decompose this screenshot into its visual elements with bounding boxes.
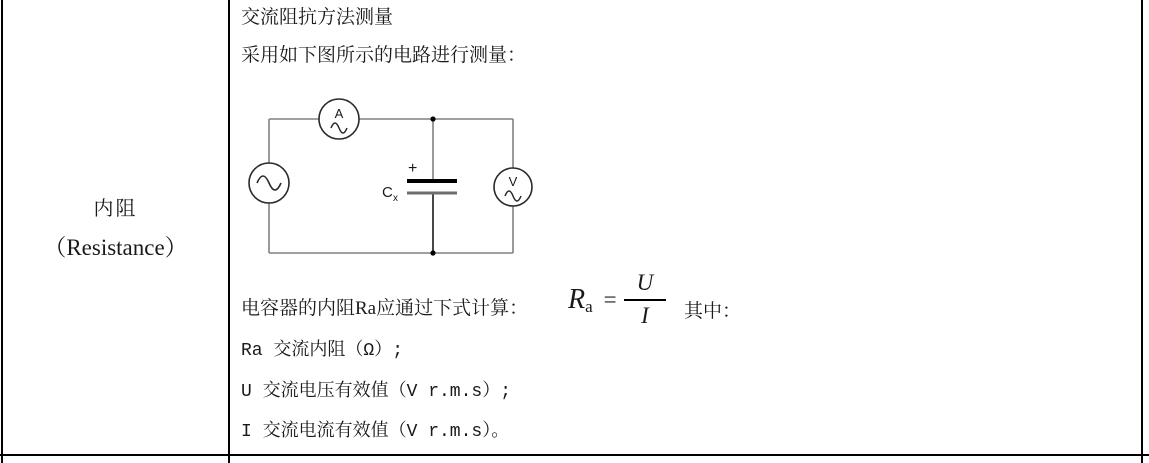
table-row-divider [0,454,1149,456]
row-title-chinese: 内阻 [93,198,138,220]
formula-denominator: I [641,303,649,328]
row-title-english: （Resistance） [43,235,188,260]
voltmeter-label: V [508,174,518,189]
formula-fraction [624,270,667,329]
formula-equals: = [603,286,617,312]
row-header-cell [3,0,228,454]
ammeter-label: A [334,106,344,121]
junction-dot-bottom [430,250,435,255]
formula-intro: 电容器的内阻Ra应通过下式计算： [241,298,529,319]
method-title: 交流阻抗方法测量 [241,7,394,28]
method-intro: 采用如下图所示的电路进行测量： [241,45,527,66]
resistance-formula [568,270,666,329]
where-label: 其中： [684,301,742,322]
table-right-border [1141,0,1143,463]
formula-lhs-subscript: a [585,296,593,316]
junction-dot-top [430,116,435,121]
table-column-divider [228,0,230,463]
definition-ra: Ra 交流内阻（Ω）; [241,341,404,361]
capacitor-polarity-sign: + [408,160,418,177]
capacitor-label-subscript: x [393,193,398,204]
definition-i: I 交流电流有效值（V r.m.s）。 [241,422,510,442]
formula-numerator: U [624,270,667,301]
capacitor-label: C [382,184,393,201]
definition-u: U 交流电压有效值（V r.m.s）; [241,382,512,402]
measurement-circuit-diagram [240,88,560,265]
formula-lhs: R [568,283,586,315]
